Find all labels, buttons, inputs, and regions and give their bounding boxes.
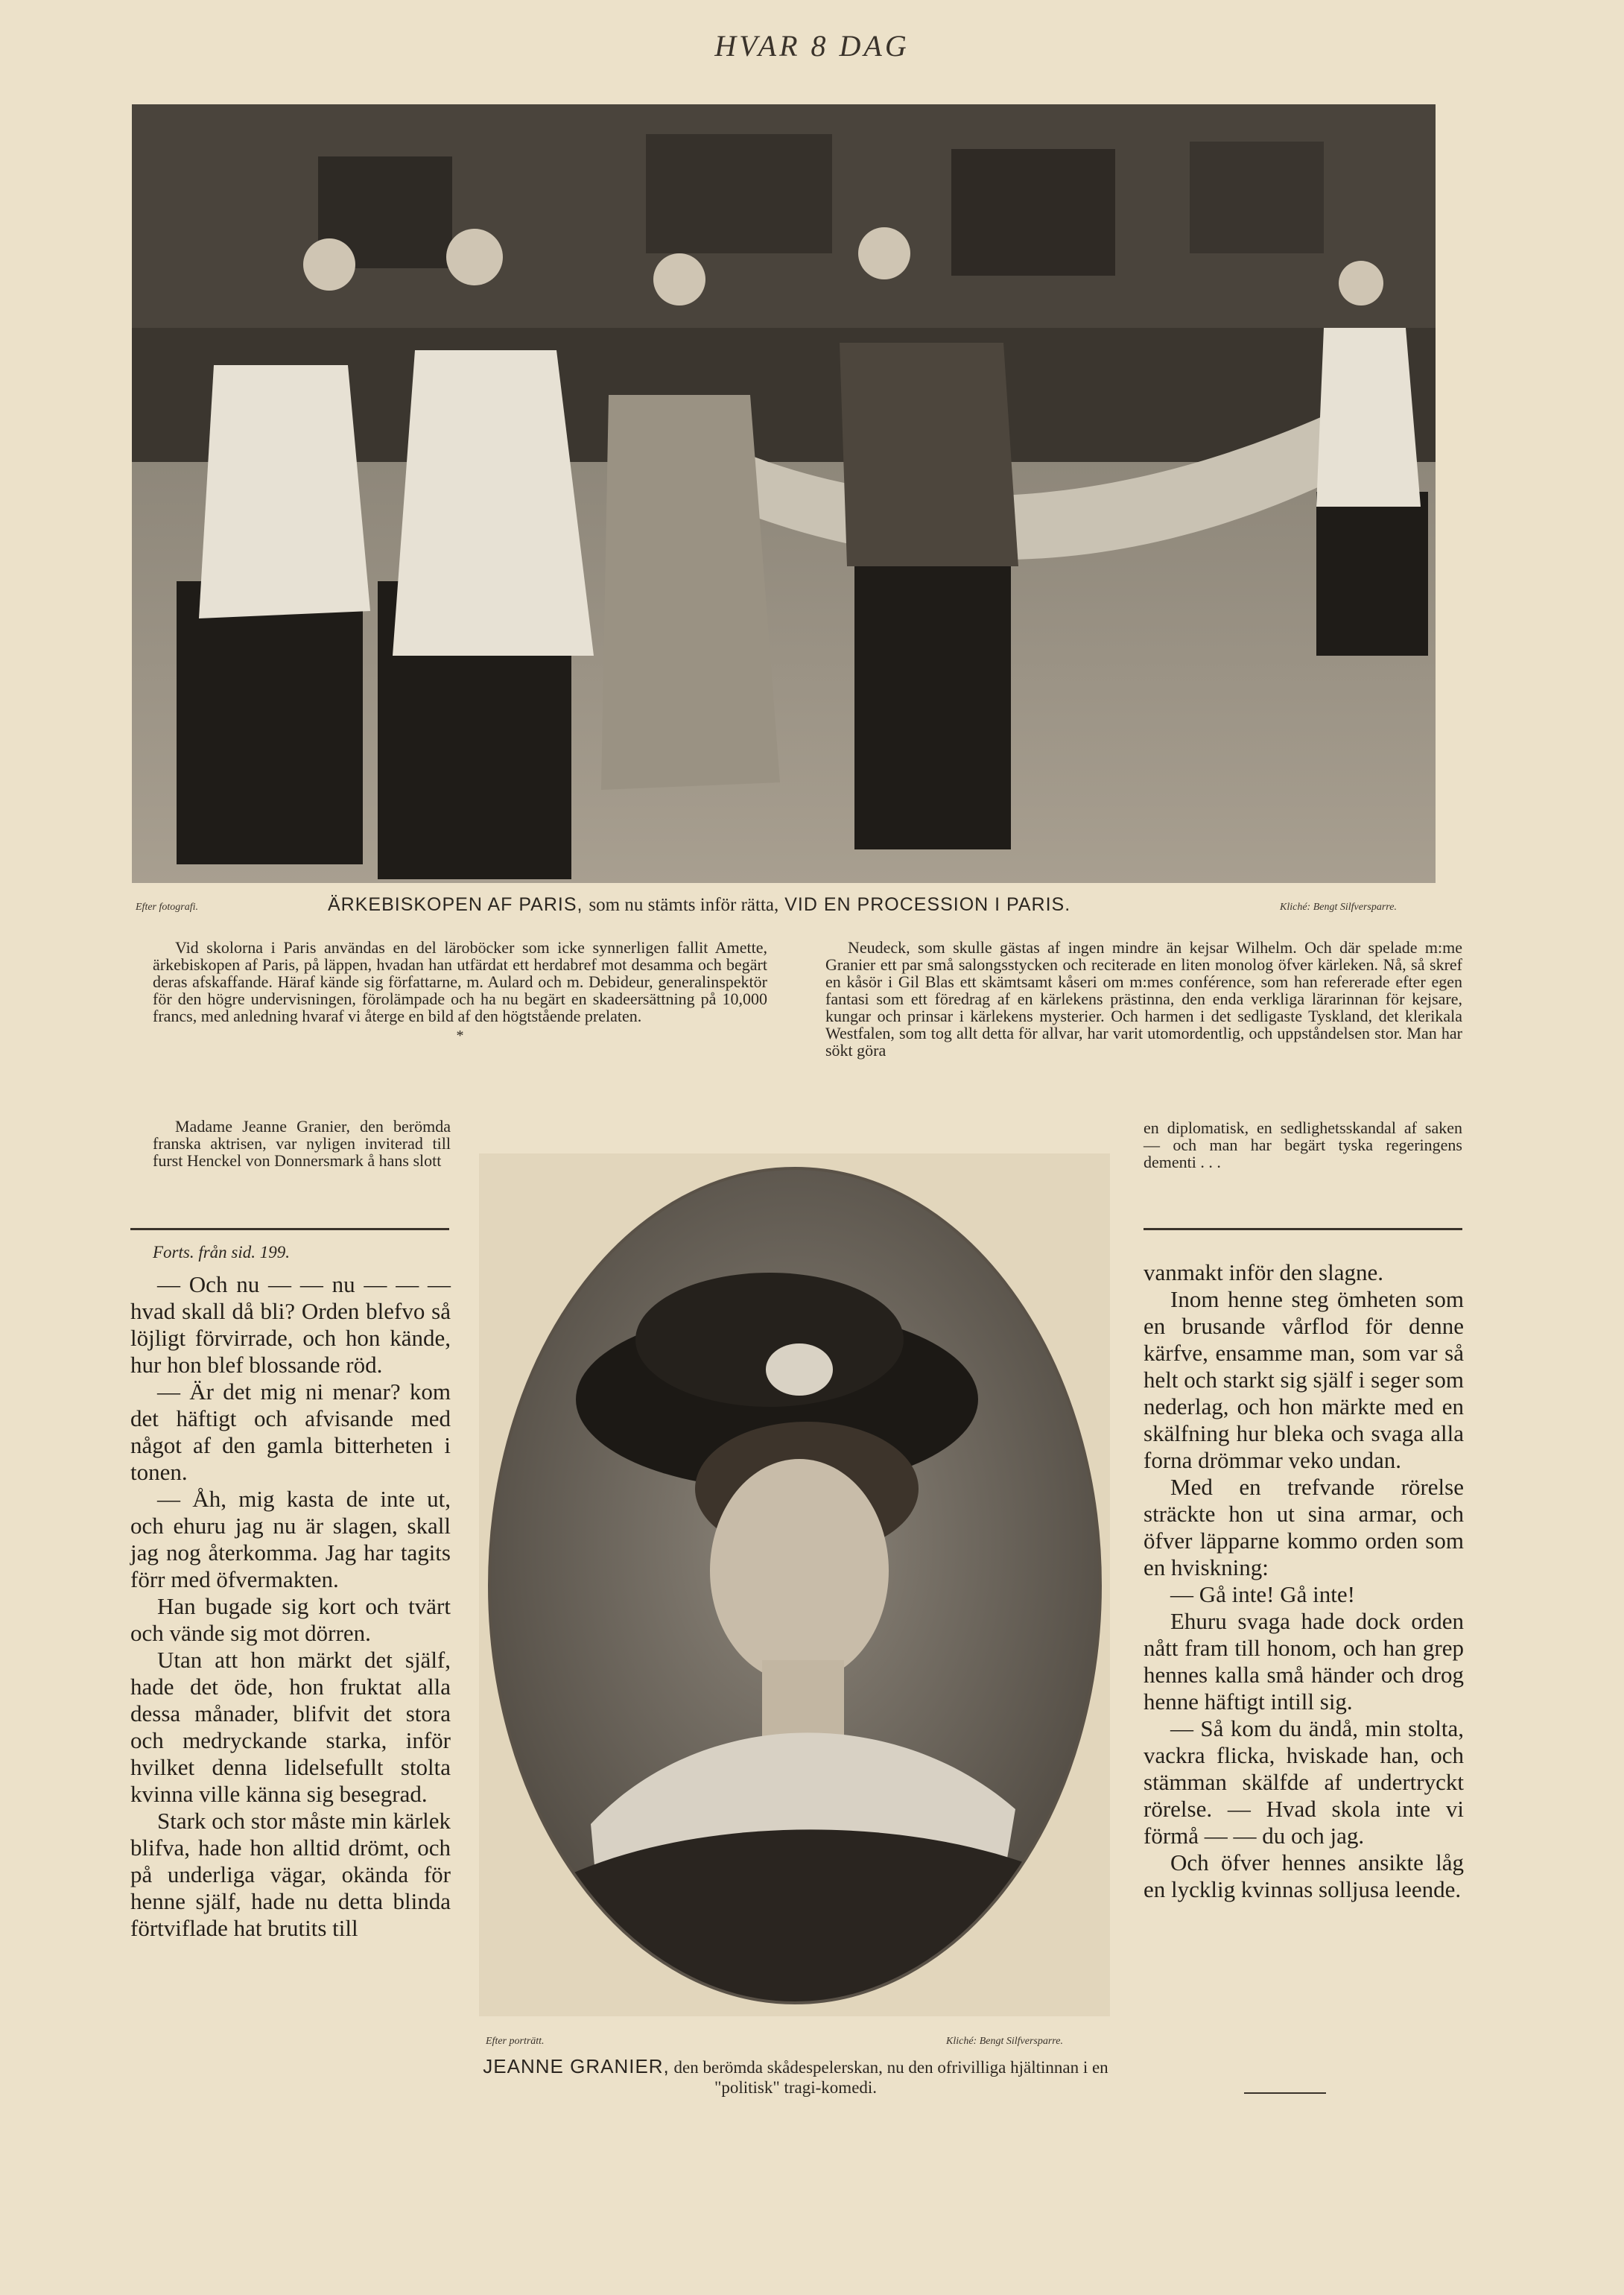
notes-right-block xyxy=(825,939,1462,1065)
story-right-column xyxy=(1144,1259,1464,1903)
portrait-photo-credit: Efter porträtt. xyxy=(486,2036,545,2047)
story-left-column xyxy=(130,1271,451,1942)
notes-left-granier xyxy=(153,1118,451,1175)
note-granier: Madame Jeanne Granier, den berömda franska aktrisen, var nyligen inviterad till furst Henckel von Donnersmark å hans slott xyxy=(153,1117,451,1170)
procession-caption xyxy=(328,894,1255,916)
story-left-p2: — Är det mig ni menar? kom det häftigt och afvisande med något af den gamla bitterheten i tonen. xyxy=(130,1378,451,1485)
story-left-p5: Utan att hon märkt det själf, hade det öde, hon fruktat alla dessa månader, blifvit det stora och medryckande starka, inför hvilket denna lidelsefullt stolta kvinna ville känna sig besegrad. xyxy=(130,1647,451,1807)
left-column-rule xyxy=(130,1228,449,1230)
right-column-rule xyxy=(1144,1228,1462,1230)
story-right-p2: Inom henne steg ömheten som en brusande vårflod för denne kärfve, ensamme man, som var så helt och starkt sig själf i seger som nederlag, och hon märkte med en skälfning hur bleka och svaga alla forna drömmar veko undan. xyxy=(1144,1286,1464,1473)
portrait-caption-name: JEANNE GRANIER, xyxy=(483,2055,670,2077)
story-right-p5: Ehuru svaga hade dock orden nått fram till honom, och han grep hennes kalla små händer och drog henne häftigt intill sig. xyxy=(1144,1608,1464,1715)
story-left-p3: — Åh, mig kasta de inte ut, och ehuru jag nu är slagen, skall jag nog återkomma. Jag har tagits förr med öfvermakten. xyxy=(130,1486,451,1592)
notes-left-block xyxy=(153,939,767,1048)
story-left-p4: Han bugade sig kort och tvärt och vände sig mot dörren. xyxy=(130,1593,451,1646)
story-right-p6: — Så kom du ändå, min stolta, vackra flicka, hviskade han, och stämman skälfde af undertryckt rörelse. — Hvad skola inte vi förmå — — du och jag. xyxy=(1144,1715,1464,1849)
story-left-p6: Stark och stor måste min kärlek blifva, hade hon alltid drömt, och på underliga vägar, okända för henne själf, hade nu detta blinda förtviflade hat brutits till xyxy=(130,1808,451,1941)
story-right-p3: Med en trefvande rörelse sträckte hon ut sina armar, och öfver läpparne kommo orden som en hviskning: xyxy=(1144,1474,1464,1580)
story-right-p4: — Gå inte! Gå inte! xyxy=(1170,1581,1355,1607)
story-right-p7: Och öfver hennes ansikte låg en lycklig kvinnas solljusa leende. xyxy=(1144,1849,1464,1902)
notes-right-cont xyxy=(1144,1119,1462,1177)
caption-mid: som nu stämts inför rätta, xyxy=(589,895,779,915)
procession-cliche-credit: Kliché: Bengt Silfversparre. xyxy=(1280,902,1397,913)
note-neudeck: Neudeck, som skulle gästas af ingen mindre än kejsar Wilhelm. Och där spelade m:me Granier ett par små salongsstycken och reciterade en liten monolog öfver kärleken. Nå, så skref en kåsör i Gil Blas ett skämtsamt kåseri om m:mes conférence, som han refererade efter egen fantasi som ett föredrag af en kärlekens prästinna, den enda verkliga lärarinnan för kejsare, kungar och prinsar i kärlekens mysterier. Och harmen i det sedligaste Tyskland, det klerikala Westfalen, som tog allt detta för allvar, har varit utomordentlig, och uppståndelsen stor. Man har sökt göra xyxy=(825,938,1462,1060)
story-right-p1: vanmakt inför den slagne. xyxy=(1144,1259,1383,1285)
caption-end: VID EN PROCESSION I PARIS. xyxy=(784,894,1071,915)
procession-photo-image xyxy=(132,104,1436,883)
note-separator: * xyxy=(456,1028,464,1044)
note-diplomatic: en diplomatisk, en sedlighetsskandal af saken — och man har begärt tyska regeringens dementi . . . xyxy=(1144,1118,1462,1171)
end-rule xyxy=(1244,2092,1326,2094)
portrait-caption-rest: den berömda skådespelerskan, nu den ofrivilliga hjältinnan i en "politisk" tragi-komedi. xyxy=(673,2058,1108,2097)
note-archbishop: Vid skolorna i Paris användas en del läroböcker som icke synnerligen fallit Amette, ärkebiskopen af Paris, på läppen, hvadan han utfärdat ett herdabref mot desamma och begärt deras afskaffande. Häraf kände sig författarne, m. Aulard och m. Debideur, generalinspektör för den högre undervisningen, förolämpade och ha nu begärt en skadeersättning på 10,000 francs, med anledning hvaraf vi återge en bild af den högtstående prelaten. xyxy=(153,938,767,1025)
caption-main: ÄRKEBISKOPEN AF PARIS, xyxy=(328,894,583,915)
portrait-caption xyxy=(483,2057,1108,2098)
procession-photo xyxy=(132,104,1436,883)
procession-photo-credit: Efter fotografi. xyxy=(136,902,198,913)
portrait-photo xyxy=(479,1153,1110,2016)
portrait-cliche-credit: Kliché: Bengt Silfversparre. xyxy=(946,2036,1063,2047)
continued-note: Forts. från sid. 199. xyxy=(153,1243,291,1262)
story-left-p1: — Och nu — — nu — — — hvad skall då bli? Orden blefvo så löjligt förvirrade, och hon kände, hur hon blef blossande röd. xyxy=(130,1271,451,1378)
portrait-image xyxy=(479,1153,1110,2016)
page-header: HVAR 8 DAG xyxy=(714,29,910,63)
